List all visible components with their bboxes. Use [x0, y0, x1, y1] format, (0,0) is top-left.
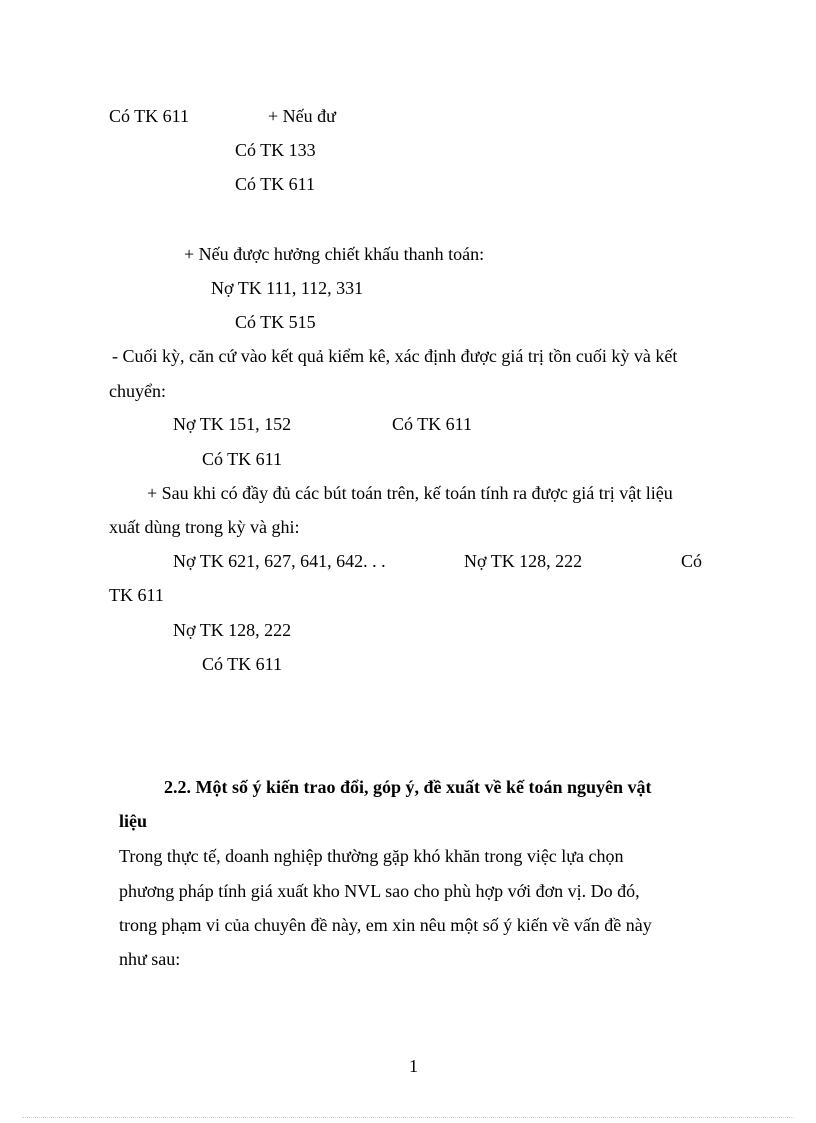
- paragraph-line: như sau:: [119, 949, 181, 969]
- journal-line: Nợ TK 128, 222: [173, 620, 292, 640]
- journal-line: Có TK 611: [392, 414, 473, 434]
- journal-line: Có TK 515: [235, 312, 316, 332]
- page-number: 1: [409, 1056, 418, 1076]
- journal-line: Có TK 611: [202, 654, 283, 674]
- body-text: - Cuối kỳ, căn cứ vào kết quả kiểm kê, xác định được giá trị tồn cuối kỳ và kết: [112, 346, 678, 366]
- journal-line: + Nếu đư: [268, 106, 336, 126]
- journal-line: Nợ TK 151, 152: [173, 414, 292, 434]
- page-bottom-divider: [22, 1117, 794, 1118]
- journal-line: Nợ TK 128, 222: [464, 551, 583, 571]
- journal-line: Có TK 611: [109, 106, 190, 126]
- paragraph-line: Trong thực tế, doanh nghiệp thường gặp khó khăn trong việc lựa chọn: [119, 846, 624, 866]
- body-text: chuyển:: [109, 381, 166, 401]
- journal-line: Nợ TK 621, 627, 641, 642. . .: [173, 551, 386, 571]
- body-text: xuất dùng trong kỳ và ghi:: [109, 517, 300, 537]
- journal-line: Nợ TK 111, 112, 331: [211, 278, 364, 298]
- section-heading: 2.2. Một số ý kiến trao đổi, góp ý, đề xuất về kế toán nguyên vật: [164, 777, 652, 797]
- section-heading-continued: liệu: [119, 811, 148, 831]
- paragraph-line: trong phạm vi của chuyên đề này, em xin nêu một số ý kiến về vấn đề này: [119, 915, 652, 935]
- paragraph-line: phương pháp tính giá xuất kho NVL sao cho phù hợp với đơn vị. Do đó,: [119, 881, 640, 901]
- journal-line: TK 611: [109, 585, 164, 605]
- journal-line: Có TK 133: [235, 140, 316, 160]
- journal-line: Có TK 611: [235, 174, 316, 194]
- journal-line: Có TK 611: [202, 449, 283, 469]
- journal-line: Có: [681, 551, 703, 571]
- body-text: + Sau khi có đầy đủ các bút toán trên, kế toán tính ra được giá trị vật liệu: [147, 483, 673, 503]
- journal-line: + Nếu được hưởng chiết khấu thanh toán:: [184, 244, 485, 264]
